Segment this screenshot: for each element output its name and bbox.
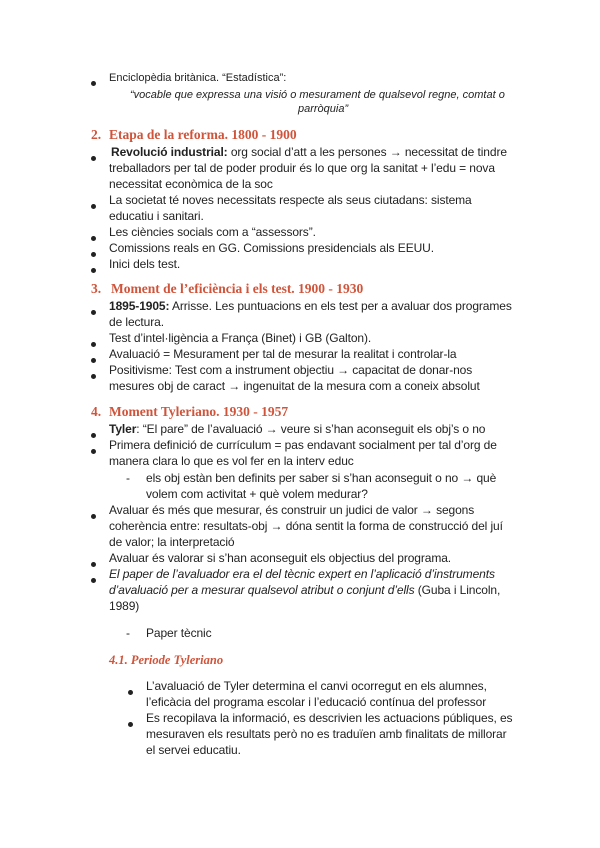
section4-subitem-line2: volem com activitat + què volem medurar? xyxy=(146,487,368,501)
section4-item2-line1: Primera definició de currículum = pas endavant socialment per tal d’org de xyxy=(109,438,497,452)
section3-item4-line2: mesures obj de caract → ingenuitat de la mesura com a coneix absolut xyxy=(109,379,480,393)
section3-heading-number: 3. xyxy=(91,281,102,296)
bullet-dot xyxy=(91,574,96,586)
section4-subitem-line1: els obj estàn ben definits per saber si s’han aconseguit o no → què xyxy=(146,471,497,485)
section4-item3-line2: coherència entre: resultats-obj → dóna sentit la forma de construcció del juí xyxy=(109,519,503,533)
section4-item3-line3: de valor; la interpretació xyxy=(109,535,235,549)
sub-dash: - xyxy=(126,626,130,640)
bullet-dot xyxy=(91,510,96,522)
bullet-dot xyxy=(91,429,96,441)
section3-item4-line1: Positivisme: Test com a instrument objectiu → capacitat de donar-nos xyxy=(109,363,473,377)
section2-item4: Comissions reals en GG. Comissions presidencials als EEUU. xyxy=(109,241,434,255)
section4-item5-line1: El paper de l’avaluador era el del tècnic expert en l’aplicació d’instruments xyxy=(109,567,495,581)
section4-heading-number: 4. xyxy=(91,404,102,419)
bullet-dot xyxy=(91,264,96,276)
section4-item5-line2: d’avaluació per a mesurar qualsevol atribut o conjunt d’ells (Guba i Lincoln, xyxy=(109,583,501,597)
section41-item2-line2: mesuraven els resultats però no es traduïen amb finalitats de millorar xyxy=(146,727,507,741)
bullet-dot xyxy=(128,686,133,698)
section2-heading-number: 2. xyxy=(91,127,102,142)
section2-item1-line3: necessitat econòmica de la soc xyxy=(109,177,273,191)
section2-item3: Les ciències socials com a “assessors”. xyxy=(109,225,316,239)
bullet-dot xyxy=(91,200,96,212)
section41-item1-line1: L’avaluació de Tyler determina el canvi ocorregut en els alumnes, xyxy=(146,679,487,693)
intro-bullet-text: Enciclopèdia britànica. “Estadística”: xyxy=(109,72,287,84)
bullet-dot xyxy=(91,152,96,164)
section4-item2-line2: manera clara lo que es vol fer en la interv educ xyxy=(109,454,354,468)
section4-item3-line1: Avaluar és més que mesurar, és construir un judici de valor → segons xyxy=(109,503,475,517)
section3-item3: Avaluació = Mesurament per tal de mesurar la realitat i controlar-la xyxy=(109,347,457,361)
section41-item2-line1: Es recopilava la informació, es descrivien les actuacions públiques, es xyxy=(146,711,513,725)
bullet-dot xyxy=(91,338,96,350)
bullet-dot xyxy=(91,354,96,366)
bullet-dot xyxy=(91,558,96,570)
section2-heading: Etapa de la reforma. 1800 - 1900 xyxy=(109,127,297,142)
intro-quote-line1: “vocable que expressa una visió o mesurament de qualsevol regne, comtat o xyxy=(130,89,505,101)
bullet-dot xyxy=(91,232,96,244)
bullet-dot xyxy=(91,306,96,318)
section3-item1-line2: de lectura. xyxy=(109,315,164,329)
section4-item1: Tyler: “El pare” de l’avaluació → veure si s’han aconseguit els obj’s o no xyxy=(109,422,486,436)
bullet-dot xyxy=(91,248,96,260)
intro-quote-line2: parròquia” xyxy=(298,103,349,115)
section3-item1-line1: 1895-1905: Arrisse. Les puntuacions en els test per a avaluar dos programes xyxy=(109,299,512,313)
section4-item4: Avaluar és valorar si s’han aconseguit els objectius del programa. xyxy=(109,551,452,565)
bullet-dot xyxy=(91,370,96,382)
section41-item2-line3: el servei educatiu. xyxy=(146,743,241,757)
section2-item2-line1: La societat té noves necessitats respecte als seus ciutadans: sistema xyxy=(109,193,472,207)
section2-item2-line2: educatiu i sanitari. xyxy=(109,209,204,223)
section4-heading: Moment Tyleriano. 1930 - 1957 xyxy=(109,404,289,419)
section41-heading: 4.1. Periode Tyleriano xyxy=(109,653,224,667)
sub-dash: - xyxy=(126,471,130,485)
section3-item2: Test d’intel·ligència a França (Binet) i GB (Galton). xyxy=(109,331,372,345)
paper-tecnic: Paper tècnic xyxy=(146,626,212,640)
section2-item1-line2: treballadors per tal de poder produir és lo que org la sanitat + l’edu = nova xyxy=(109,161,495,175)
section41-item1-line2: l’eficàcia del programa escolar i l’educació contínua del professor xyxy=(146,695,487,709)
bullet-dot xyxy=(91,445,96,457)
section2-item1-line1: Revolució industrial: org social d’att a les persones → necessitat de tindre xyxy=(111,145,507,159)
section4-item5-line3: 1989) xyxy=(109,599,140,613)
bullet-dot xyxy=(128,718,133,730)
section2-item5: Inici dels test. xyxy=(109,257,181,271)
bullet-dot xyxy=(91,77,96,89)
section3-heading: Moment de l’eficiència i els test. 1900 - 1930 xyxy=(111,281,364,296)
